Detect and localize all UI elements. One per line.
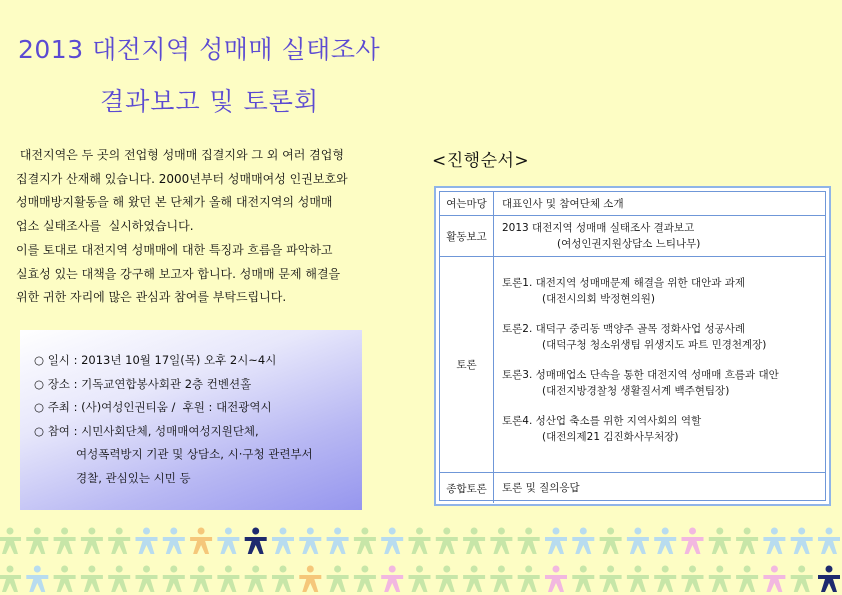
person-figure-icon (682, 566, 704, 593)
person-figure-icon (736, 528, 758, 555)
title-line-1: 2013 대전지역 성매매 실태조사 (18, 35, 381, 64)
person-figure-icon (791, 528, 813, 555)
program-content (502, 220, 700, 252)
person-figure-icon (327, 528, 349, 555)
intro-line: 업소 실태조사를 실시하였습니다. (16, 219, 194, 234)
person-figure-icon (26, 528, 48, 555)
intro-line: 집결지가 산재해 있습니다. 2000년부터 성매매여성 인권보호와 (16, 171, 348, 186)
person-figure-icon (654, 528, 676, 555)
program-line: (대전시의회 박정현의원) (542, 293, 655, 305)
program-content (502, 480, 580, 496)
program-line: 토론1. 대전지역 성매매문제 해결을 위한 대안과 과제 (502, 277, 746, 289)
person-figure-icon (518, 566, 540, 593)
person-figure-icon (682, 528, 704, 555)
person-figure-icon (0, 566, 21, 593)
person-figure-icon (272, 566, 294, 593)
person-figure-icon (654, 566, 676, 593)
person-figure-icon (600, 566, 622, 593)
program-content (502, 275, 779, 445)
person-figure-icon (217, 528, 239, 555)
program-table (434, 186, 831, 506)
person-figure-icon (463, 566, 485, 593)
program-category: 토론 (440, 257, 494, 472)
event-info-box (20, 330, 362, 510)
person-figure-icon (736, 566, 758, 593)
person-figure-icon (709, 528, 731, 555)
person-figure-icon (136, 566, 158, 593)
person-figure-icon (108, 528, 130, 555)
person-figure-icon (545, 528, 567, 555)
person-figure-icon (572, 566, 594, 593)
person-figure-icon (763, 528, 785, 555)
person-figure-icon (190, 528, 212, 555)
person-figure-icon (272, 528, 294, 555)
person-figure-icon (217, 566, 239, 593)
person-figure-icon (409, 528, 431, 555)
person-figure-icon (409, 566, 431, 593)
event-date: ○ 일시 : 2013년 10월 17일(목) 오후 2시~4시 (34, 353, 277, 367)
person-figure-icon (436, 566, 458, 593)
intro-line: 실효성 있는 대책을 강구해 보고자 합니다. 성매매 문제 해결을 (16, 266, 341, 281)
program-line: 대표인사 및 참여단체 소개 (502, 198, 624, 210)
program-line: 토론 및 질의응답 (502, 482, 580, 494)
event-host: ○ 주최 : (사)여성인권티움 / 후원 : 대전광역시 (34, 400, 272, 414)
program-row (440, 192, 825, 216)
person-figure-icon (354, 566, 376, 593)
program-row (440, 473, 825, 503)
program-line: (여성인권지원상담소 느티나무) (557, 238, 701, 250)
person-figure-icon (354, 528, 376, 555)
program-line: (대전의제21 김진화사무처장) (542, 431, 679, 443)
person-figure-icon (381, 528, 403, 555)
person-figure-icon (163, 566, 185, 593)
program-line: (대전지방경찰청 생활질서계 백주현팀장) (542, 385, 730, 397)
program-row (440, 216, 825, 257)
person-figure-icon (763, 566, 785, 593)
person-figure-icon (791, 566, 813, 593)
person-figure-icon (26, 566, 48, 593)
program-category: 여는마당 (440, 192, 494, 215)
program-content (502, 196, 624, 212)
event-participants-cont: 경찰, 관심있는 시민 등 (76, 470, 191, 485)
event-participants-cont: 여성폭력방지 기관 및 상담소, 시·구청 관련부서 (76, 447, 313, 461)
person-figure-icon (190, 566, 212, 593)
person-figure-icon (545, 566, 567, 593)
person-figure-icon (600, 528, 622, 555)
person-figure-icon (381, 566, 403, 593)
people-border-decoration (0, 525, 842, 595)
program-row (440, 257, 825, 473)
program-line: (대덕구청 청소위생팀 위생지도 파트 민경천계장) (542, 339, 767, 351)
person-figure-icon (327, 566, 349, 593)
intro-line: 대전지역은 두 곳의 전업형 성매매 집결지와 그 외 여러 겸업형 (16, 148, 344, 162)
person-figure-icon (81, 528, 103, 555)
event-venue: ○ 장소 : 기독교연합봉사회관 2층 컨벤션홀 (34, 376, 252, 391)
program-category: 활동보고 (440, 216, 494, 256)
intro-line: 성매매방지활동을 해 왔던 본 단체가 올해 대전지역의 성매매 (16, 195, 333, 210)
person-figure-icon (81, 566, 103, 593)
program-heading: <진행순서> (432, 151, 530, 171)
person-figure-icon (818, 528, 840, 555)
program-category: 종합토론 (440, 473, 494, 503)
person-figure-icon (463, 528, 485, 555)
program-line: 2013 대전지역 성매매 실태조사 결과보고 (502, 222, 695, 234)
title-line-2: 결과보고 및 토론회 (100, 87, 320, 116)
program-line: 토론2. 대덕구 중리동 맥양주 골목 정화사업 성공사례 (502, 323, 746, 335)
intro-line: 이를 토대로 대전지역 성매매에 대한 특징과 흐름을 파악하고 (16, 242, 333, 257)
person-figure-icon (572, 528, 594, 555)
person-figure-icon (627, 566, 649, 593)
person-figure-icon (136, 528, 158, 555)
person-figure-icon (709, 566, 731, 593)
person-figure-icon (518, 528, 540, 555)
person-figure-icon (108, 566, 130, 593)
person-figure-icon (163, 528, 185, 555)
person-figure-icon (245, 566, 267, 593)
person-figure-icon (627, 528, 649, 555)
person-figure-icon (490, 566, 512, 593)
person-figure-icon (54, 528, 76, 555)
person-figure-icon (818, 566, 840, 593)
person-figure-icon (0, 528, 21, 555)
intro-line: 위한 귀한 자리에 많은 관심과 참여를 부탁드립니다. (16, 290, 287, 305)
program-line: 토론4. 성산업 축소를 위한 지역사회의 역할 (502, 415, 702, 427)
event-participants: ○ 참여 : 시민사회단체, 성매매여성지원단체, (34, 423, 259, 438)
person-figure-icon (490, 528, 512, 555)
person-figure-icon (299, 566, 321, 593)
program-line: 토론3. 성매매업소 단속을 통한 대전지역 성매매 흐름과 대안 (502, 369, 779, 381)
person-figure-icon (54, 566, 76, 593)
person-figure-icon (245, 528, 267, 555)
person-figure-icon (299, 528, 321, 555)
intro-text (16, 144, 416, 310)
person-figure-icon (436, 528, 458, 555)
